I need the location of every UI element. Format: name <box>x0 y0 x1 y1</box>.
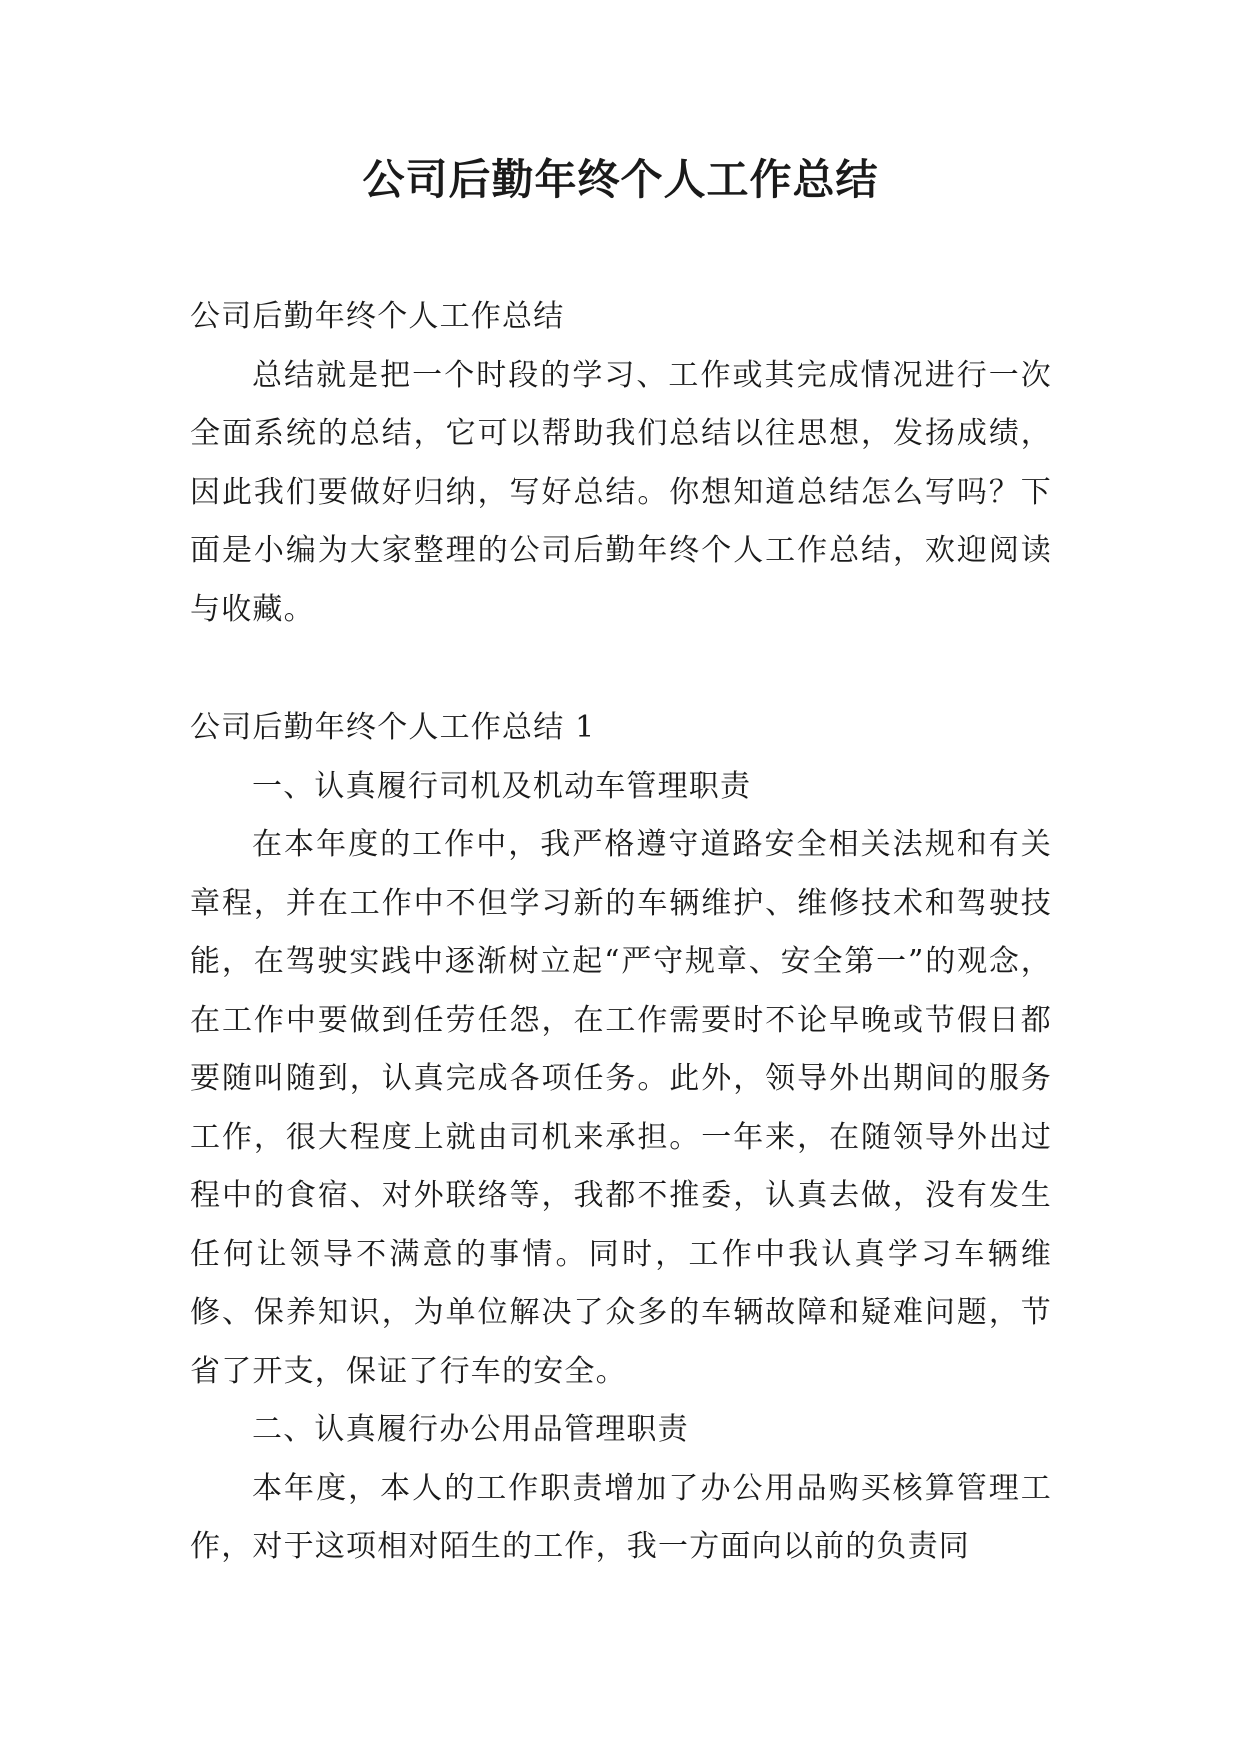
section-heading: 公司后勤年终个人工作总结 1 <box>190 710 596 745</box>
intro-paragraph: 总结就是把一个时段的学习、工作或其完成情况进行一次全面系统的总结，它可以帮助我们总结以往思想，发扬成绩，因此我们要做好归纳，写好总结。你想知道总结怎么写吗？下面是小编为大家整理的公司后勤年终个人工作总结，欢迎阅读与收藏。 <box>190 357 1052 627</box>
item-heading-1: 一、认真履行司机及机动车管理职责 <box>252 768 752 804</box>
item-paragraph-2: 本年度，本人的工作职责增加了办公用品购买核算管理工作，对于这项相对陌生的工作，我一方面向以前的负责同 <box>190 1470 1052 1564</box>
document-body <box>190 288 1052 1577</box>
item-heading-2: 二、认真履行办公用品管理职责 <box>252 1412 689 1447</box>
section-spacer <box>190 639 1052 699</box>
intro-heading: 公司后勤年终个人工作总结 <box>190 299 565 334</box>
item-paragraph-1: 在本年度的工作中，我严格遵守道路安全相关法规和有关章程，并在工作中不但学习新的车辆维护、维修技术和驾驶技能，在驾驶实践中逐渐树立起“严守规章、安全第一”的观念，在工作中要做到任劳任怨，在工作需要时不论早晚或节假日都要随叫随到，认真完成各项任务。此外，领导外出期间的服务工作，很大程度上就由司机来承担。一年来，在随领导外出过程中的食宿、对外联络等，我都不推委，认真去做，没有发生任何让领导不满意的事情。同时，工作中我认真学习车辆维修、保养知识，为单位解决了众多的车辆故障和疑难问题，节省了开支，保证了行车的安全。 <box>190 827 1052 1389</box>
document-title: 公司后勤年终个人工作总结 <box>362 155 879 204</box>
